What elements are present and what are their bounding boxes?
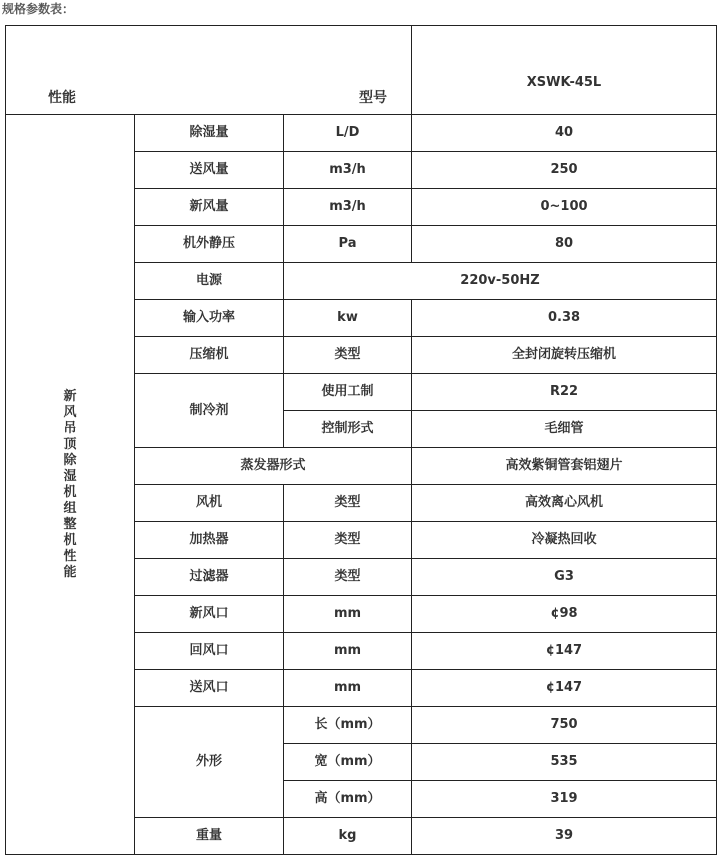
param-value: 高效紫铜管套铝翅片 (412, 448, 717, 485)
param-value: 250 (412, 152, 717, 189)
param-name: 重量 (135, 818, 284, 855)
param-unit: mm (284, 596, 412, 633)
param-value: 0.38 (412, 300, 717, 337)
param-value: G3 (412, 559, 717, 596)
param-name: 输入功率 (135, 300, 284, 337)
param-name: 过滤器 (135, 559, 284, 596)
param-name: 机外静压 (135, 226, 284, 263)
param-unit: 控制形式 (284, 411, 412, 448)
section-heading: 规格参数表： (2, 2, 75, 16)
param-value: ¢147 (412, 670, 717, 707)
param-unit: 类型 (284, 337, 412, 374)
param-unit: mm (284, 670, 412, 707)
param-name: 回风口 (135, 633, 284, 670)
param-name: 新风量 (135, 189, 284, 226)
param-unit: kw (284, 300, 412, 337)
param-value: ¢98 (412, 596, 717, 633)
table-row (6, 115, 717, 152)
param-name: 送风量 (135, 152, 284, 189)
param-unit: 类型 (284, 485, 412, 522)
param-value: 80 (412, 226, 717, 263)
param-name: 除湿量 (135, 115, 284, 152)
category-cell: 新 风 吊 顶 除 湿 机 组 整 机 性 能 (6, 115, 135, 855)
param-value: 319 (412, 781, 717, 818)
param-unit: Pa (284, 226, 412, 263)
param-name: 风机 (135, 485, 284, 522)
param-name: 新风口 (135, 596, 284, 633)
param-unit: 类型 (284, 522, 412, 559)
param-value: 535 (412, 744, 717, 781)
param-value: 高效离心风机 (412, 485, 717, 522)
param-value: ¢147 (412, 633, 717, 670)
param-unit: mm (284, 633, 412, 670)
param-value: 全封闭旋转压缩机 (412, 337, 717, 374)
param-unit: 使用工制 (284, 374, 412, 411)
param-name: 压缩机 (135, 337, 284, 374)
param-value: R22 (412, 374, 717, 411)
header-model-label: 型号 (359, 90, 388, 106)
spec-table (5, 25, 717, 855)
param-unit: 宽（mm） (284, 744, 412, 781)
header-corner-cell (6, 26, 412, 115)
header-performance-label: 性能 (48, 90, 76, 106)
param-unit: 高（mm） (284, 781, 412, 818)
param-value: 40 (412, 115, 717, 152)
param-unit: L/D (284, 115, 412, 152)
param-value: 220v-50HZ (284, 263, 717, 300)
param-value: 0~100 (412, 189, 717, 226)
param-unit: kg (284, 818, 412, 855)
param-name: 外形 (135, 707, 284, 818)
param-name: 送风口 (135, 670, 284, 707)
param-name: 加热器 (135, 522, 284, 559)
param-name: 蒸发器形式 (135, 448, 412, 485)
param-value: 39 (412, 818, 717, 855)
param-unit: m3/h (284, 189, 412, 226)
table-header-row (6, 26, 717, 115)
param-name: 制冷剂 (135, 374, 284, 448)
param-value: 750 (412, 707, 717, 744)
param-value: 毛细管 (412, 411, 717, 448)
param-unit: 类型 (284, 559, 412, 596)
param-unit: 长（mm） (284, 707, 412, 744)
param-unit: m3/h (284, 152, 412, 189)
model-name-cell: XSWK-45L (412, 26, 717, 115)
param-value: 冷凝热回收 (412, 522, 717, 559)
param-name: 电源 (135, 263, 284, 300)
